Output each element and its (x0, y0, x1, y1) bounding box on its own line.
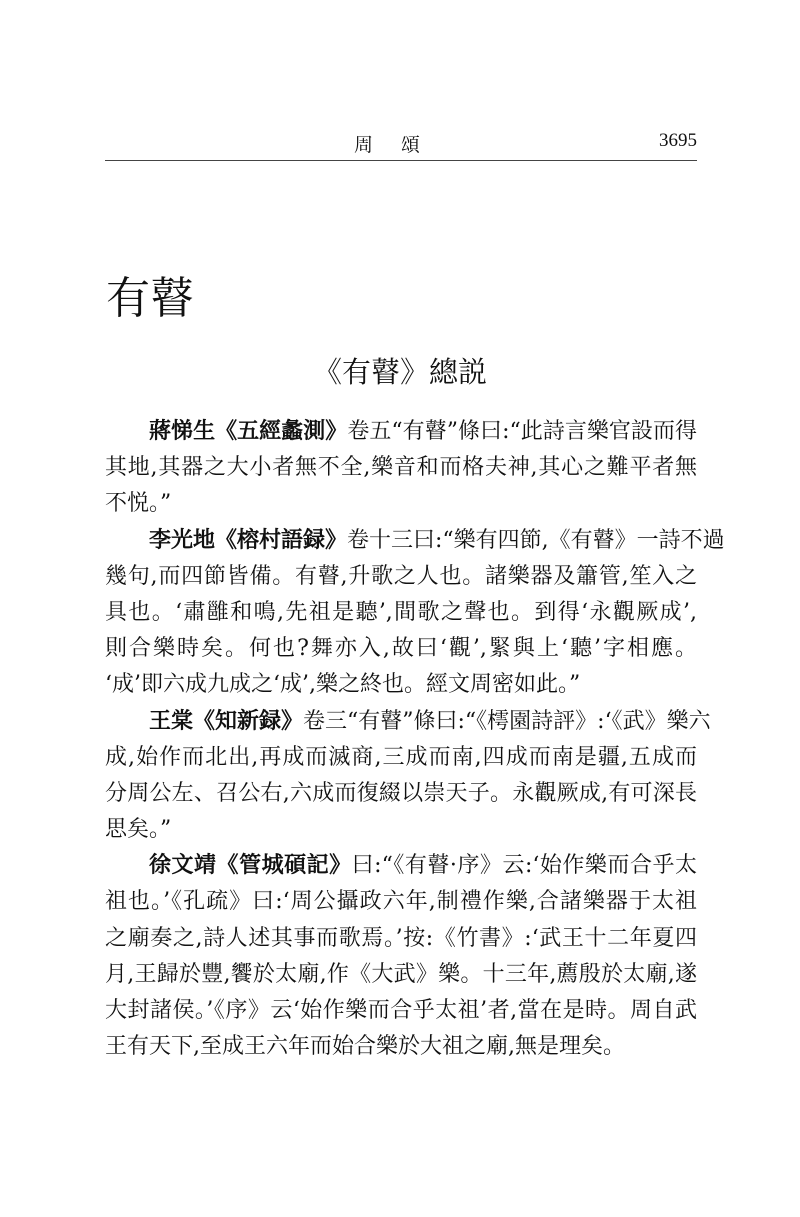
text-line (105, 595, 697, 631)
text-line (105, 812, 697, 848)
line-text: 成,始作而北出,再成而滅商,三成而南,四成而南是疆,五成而 (105, 744, 697, 770)
line-text: 祖也。’《孔疏》曰:‘周公攝政六年,制禮作樂,合諸樂器于太祖 (105, 889, 697, 915)
line-text: 曰:“《有瞽·序》云:‘始作樂而合乎太 (351, 853, 697, 879)
text-line (105, 414, 697, 450)
text-line (105, 450, 697, 486)
text-line (105, 993, 697, 1029)
text-line (105, 1029, 697, 1065)
text-line (105, 523, 725, 559)
line-text: 幾句,而四節皆備。有瞽,升歌之人也。諸樂器及簫管,笙入之 (105, 563, 697, 589)
line-text: 分周公左、召公右,六成而復綴以崇天子。永觀厥成,有可深長 (105, 780, 697, 806)
text-line (105, 848, 697, 884)
page-number: 3695 (659, 130, 697, 151)
line-text: 卷三“有瞽”條曰:“《樗園詩評》:‘《武》樂六 (303, 708, 711, 734)
text-line (105, 740, 697, 776)
line-text: 則合樂時矣。何也?舞亦入,故曰‘觀’,緊與上‘聽’字相應。 (105, 636, 697, 662)
text-line (105, 559, 697, 595)
source-author: 徐文靖《管城碩記》 (149, 853, 352, 879)
line-text: 思矣。” (105, 817, 172, 843)
paragraph (105, 704, 711, 849)
text-line (105, 957, 697, 993)
text-line (105, 704, 711, 740)
line-text: ‘成’即六成九成之‘成’,樂之終也。經文周密如此。” (105, 672, 581, 698)
source-author: 蔣悌生《五經蠡測》 (149, 419, 348, 444)
header-rule (105, 160, 697, 161)
running-title: 周頌 (353, 134, 448, 156)
paragraph (105, 523, 725, 704)
text-line (105, 776, 697, 812)
line-text: 卷五“有瞽”條曰:“此詩言樂官設而得 (347, 419, 697, 444)
source-author: 王棠《知新録》 (149, 708, 304, 734)
line-text: 具也。‘肅雝和鳴,先祖是聽’,間歌之聲也。到得‘永觀厥成’, (105, 599, 697, 625)
paragraph (105, 848, 697, 1065)
running-header (105, 128, 697, 158)
body-text (105, 414, 725, 1065)
text-line (105, 667, 697, 703)
line-text: 其地,其器之大小者無不全,樂音和而格夫神,其心之難平者無 (105, 455, 697, 481)
line-text: 卷十三曰:“樂有四節,《有瞽》一詩不過 (347, 527, 725, 553)
text-line (105, 921, 697, 957)
text-line (105, 631, 697, 667)
line-text: 不悦。” (105, 491, 172, 517)
line-text: 王有天下,至成王六年而始合樂於大祖之廟,無是理矣。 (105, 1034, 625, 1060)
section-subtitle: 《有瞽》總説 (312, 355, 487, 389)
line-text: 大封諸侯。’《序》云‘始作樂而合乎太祖’者,當在是時。周自武 (105, 998, 697, 1023)
line-text: 之廟奏之,詩人述其事而歌焉。’按:《竹書》:‘武王十二年夏四 (105, 925, 697, 951)
text-line (105, 486, 697, 522)
text-line (105, 884, 697, 920)
chapter-title: 有瞽 (106, 273, 194, 324)
paragraph (105, 414, 697, 523)
line-text: 月,王歸於豐,饗於太廟,作《大武》樂。十三年,薦殷於太廟,遂 (105, 961, 697, 987)
source-author: 李光地《榕村語録》 (149, 527, 348, 553)
